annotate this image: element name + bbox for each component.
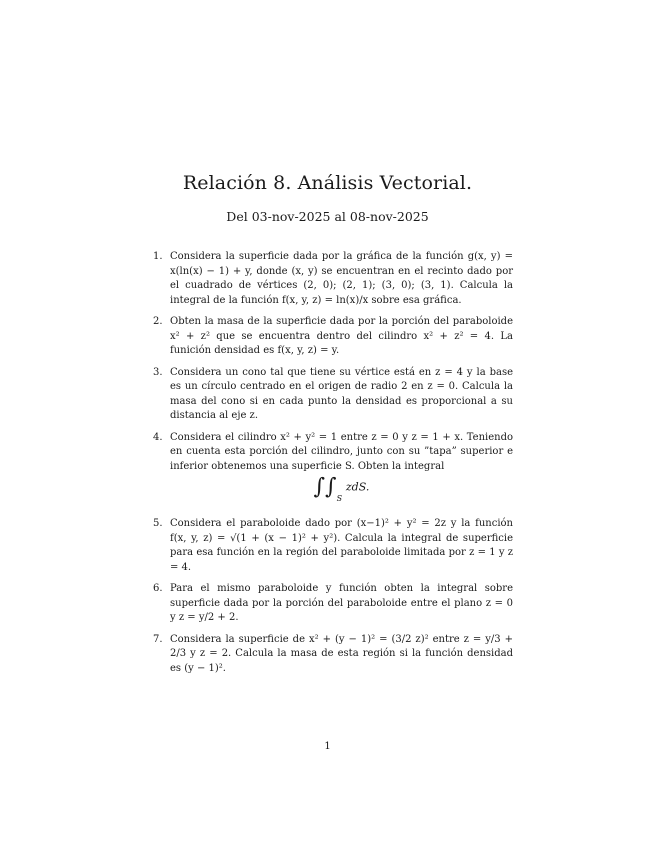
problem-text: Para el mismo paraboloide y función obten la integral sobre superficie dada por la porción del paraboloide entre el plano z = 0 y z = y/2 + 2. xyxy=(170,583,513,623)
page-number: 1 xyxy=(324,741,331,752)
problem-item xyxy=(153,633,513,677)
surface-integral-equation xyxy=(170,474,513,510)
problem-text: Obten la masa de la superficie dada por la porción del paraboloide x² + z² que se encuentra dentro del cilindro x² + z² = 4. La funición densidad es f(x, y, z) = y. xyxy=(170,316,513,356)
problem-text: Considera un cono tal que tiene su vértice está en z = 4 y la base es un círculo centrado en el origen de radio 2 en z = 0. Calcula la masa del cono si en cada punto la densidad es proporcional a su distancia al eje z. xyxy=(170,366,513,421)
problem-text: Considera el paraboloide dado por (x−1)² + y² = 2z y la función f(x, y, z) = √(1 + (x − 1)² + y²). Calcula la integral de superficie para esa función en la región del paraboloide limitada por z = 1 y z = 4. xyxy=(170,518,513,573)
integral-domain: S xyxy=(336,494,343,503)
problem-number: 1. xyxy=(153,251,163,262)
problem-item xyxy=(153,315,513,359)
problem-item xyxy=(153,517,513,575)
problem-text: Considera la superficie de x² + (y − 1)² = (3/2 z)² entre z = y/3 + 2/3 y z = 2. Calcula la masa de esta región si la función densidad es (y − 1)². xyxy=(170,633,513,674)
problem-number: 4. xyxy=(153,431,163,443)
double-integral-sign: ∫∫ xyxy=(313,474,337,500)
problem-item xyxy=(153,582,513,626)
problem-text: Considera el cilindro x² + y² = 1 entre z = 0 y z = 1 + x. Teniendo en cuenta esta porción del cilindro, junto con su ”tapa” superior e inferior obtenemos una superficie S. Obten la integral xyxy=(170,431,513,472)
problem-number: 5. xyxy=(153,518,163,529)
integrand: zdS. xyxy=(345,480,370,494)
problem-item xyxy=(153,366,513,424)
problem-list xyxy=(153,250,513,683)
problem-item xyxy=(153,250,513,308)
problem-number: 2. xyxy=(153,316,163,327)
problem-number: 3. xyxy=(153,366,163,378)
problem-text: Considera la superficie dada por la gráfica de la función g(x, y) = x(ln(x) − 1) + y, donde (x, y) se encuentran en el recinto dado por el cuadrado de vértices (2, 0); (2, 1); (3, 0); (3, 1). Calcula la integral de la función f(x, y, z) = ln(x)/x sobre esa gráfica. xyxy=(170,251,513,306)
problem-item xyxy=(153,431,513,511)
document-date-range: Del 03-nov-2025 al 08-nov-2025 xyxy=(226,209,429,224)
problem-number: 6. xyxy=(153,583,163,594)
problem-number: 7. xyxy=(153,633,163,645)
document-title: Relación 8. Análisis Vectorial. xyxy=(182,172,473,194)
